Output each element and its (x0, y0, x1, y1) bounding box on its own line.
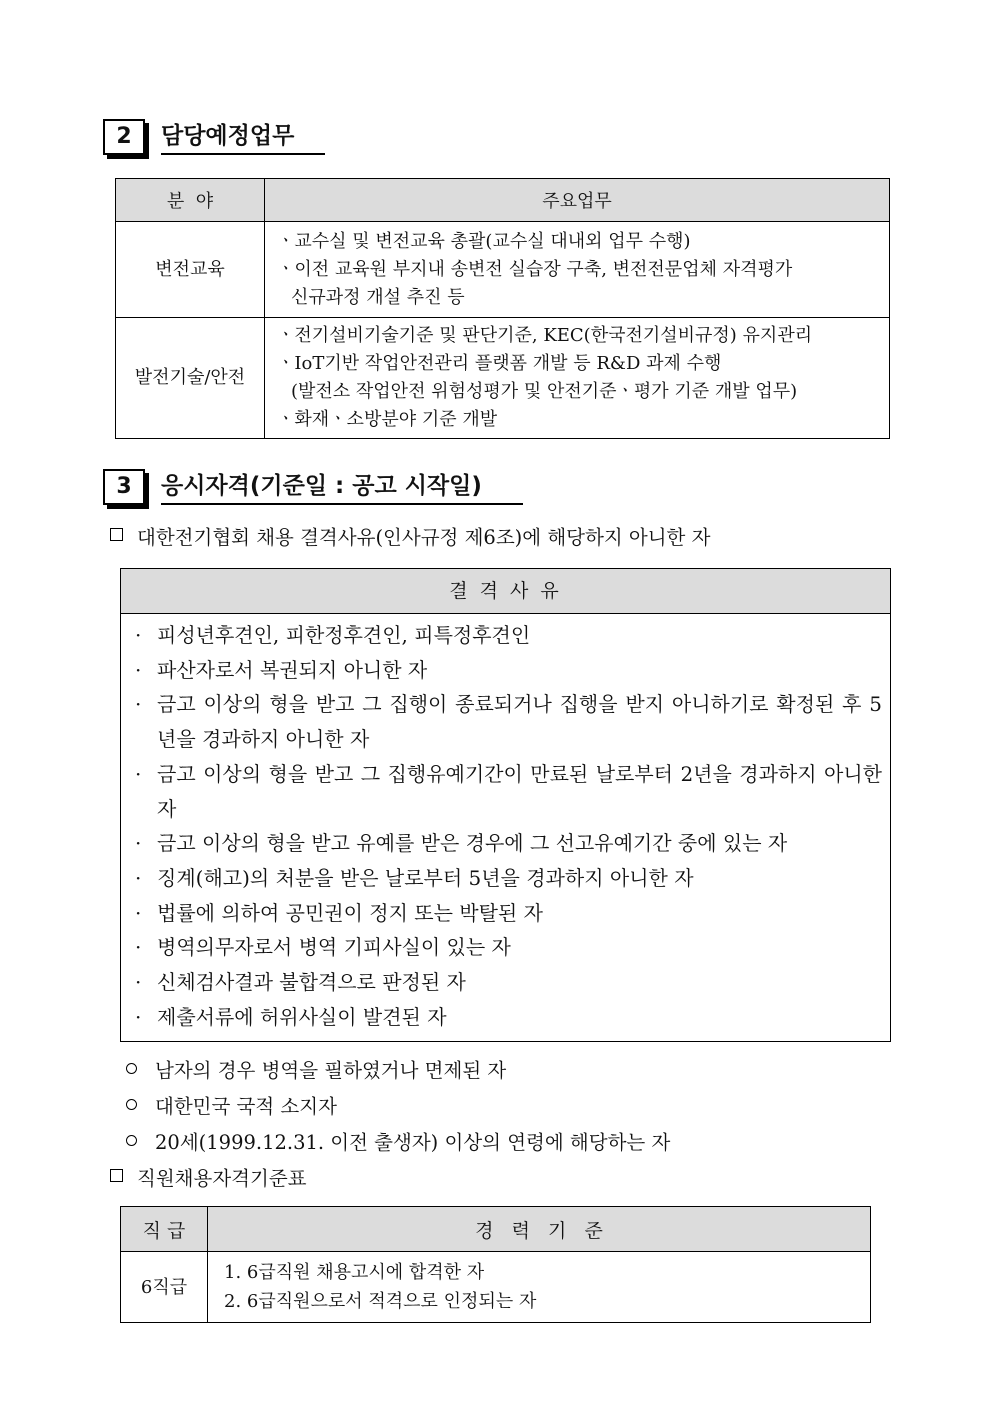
duties-cell (265, 318, 890, 439)
grade-criteria-table (120, 1206, 871, 1323)
square-bullet-icon (110, 528, 123, 541)
disqualification-list (121, 614, 890, 1034)
list-item: · 신체검사결과 불합격으로 판정된 자 (135, 970, 466, 995)
duty-item: ㆍIoT기반 작업안전관리 플랫폼 개발 등 R&D 과제 수행 (277, 353, 722, 374)
duty-item: ㆍ이전 교육원 부지내 송변전 실습장 구축, 변전전문업체 자격평가 (277, 258, 793, 280)
section-title: 응시자격(기준일 : 공고 시작일) (161, 469, 523, 505)
list-item: · 제출서류에 허위사실이 발견된 자 (135, 1004, 447, 1029)
table-row (116, 318, 890, 439)
duties-table (115, 178, 890, 439)
grade-cell: 6직급 (121, 1252, 208, 1323)
circle-bullet-icon (126, 1099, 137, 1110)
list-item: · 금고 이상의 형을 받고 유예를 받은 경우에 그 선고유예기간 중에 있는 자 (135, 831, 788, 856)
disqualification-header: 결 격 사 유 (121, 569, 890, 614)
condition-item: 남자의 경우 병역을 필하였거나 면제된 자 (126, 1055, 506, 1083)
qualification-intro (110, 522, 710, 550)
grade-heading: 직원채용자격기준표 (110, 1163, 307, 1191)
table-header-criteria: 경 력 기 준 (208, 1207, 871, 1252)
circle-bullet-icon (126, 1063, 137, 1074)
condition-item: 대한민국 국적 소지자 (126, 1091, 337, 1119)
criteria-item: 1. 6급직원 채용고시에 합격한 자 (224, 1262, 485, 1283)
section-title: 담당예정업무 (161, 119, 325, 155)
list-item: · 금고 이상의 형을 받고 그 집행유예기간이 만료된 날로부터 2년을 경과하지 아니한 자 (135, 761, 882, 821)
duty-item: ㆍ화재ㆍ소방분야 기준 개발 (277, 409, 498, 430)
list-item: · 금고 이상의 형을 받고 그 집행이 종료되거나 집행을 받지 아니하기로 확정된 후 5년을 경과하지 아니한 자 (135, 692, 882, 752)
table-header-field: 분 야 (116, 179, 265, 222)
circle-bullet-icon (126, 1135, 137, 1146)
section-number: 3 (103, 469, 145, 505)
field-cell: 발전기술/안전 (116, 318, 265, 439)
square-bullet-icon (110, 1169, 123, 1182)
duty-item: 신규과정 개설 추진 등 (291, 286, 465, 308)
duty-item: (발전소 작업안전 위험성평가 및 안전기준ㆍ평가 기준 개발 업무) (291, 381, 798, 402)
list-item: · 피성년후견인, 피한정후견인, 피특정후견인 (135, 623, 531, 647)
disqualification-box (120, 568, 891, 1042)
list-item: · 병역의무자로서 병역 기피사실이 있는 자 (135, 935, 511, 960)
list-item: · 파산자로서 복권되지 아니한 자 (135, 657, 428, 682)
table-row (121, 1252, 871, 1323)
criteria-item: 2. 6급직원으로서 적격으로 인정되는 자 (224, 1291, 537, 1312)
criteria-cell (208, 1252, 871, 1323)
section-number: 2 (103, 119, 145, 155)
list-item: · 법률에 의하여 공민권이 정지 또는 박탈된 자 (135, 900, 543, 925)
duty-item: ㆍ교수실 및 변전교육 총괄(교수실 대내외 업무 수행) (277, 230, 691, 252)
duties-cell (265, 222, 890, 318)
list-item: · 징계(해고)의 처분을 받은 날로부터 5년을 경과하지 아니한 자 (135, 865, 694, 890)
field-cell: 변전교육 (116, 222, 265, 318)
table-header-duties: 주요업무 (265, 179, 890, 222)
table-header-grade: 직 급 (121, 1207, 208, 1252)
condition-item: 20세(1999.12.31. 이전 출생자) 이상의 연령에 해당하는 자 (126, 1127, 670, 1155)
duty-item: ㆍ전기설비기술기준 및 판단기준, KEC(한국전기설비규정) 유지관리 (277, 325, 813, 346)
table-row (116, 222, 890, 318)
intro-text: 대한전기협회 채용 결격사유(인사규정 제6조)에 해당하지 아니한 자 (137, 526, 711, 549)
